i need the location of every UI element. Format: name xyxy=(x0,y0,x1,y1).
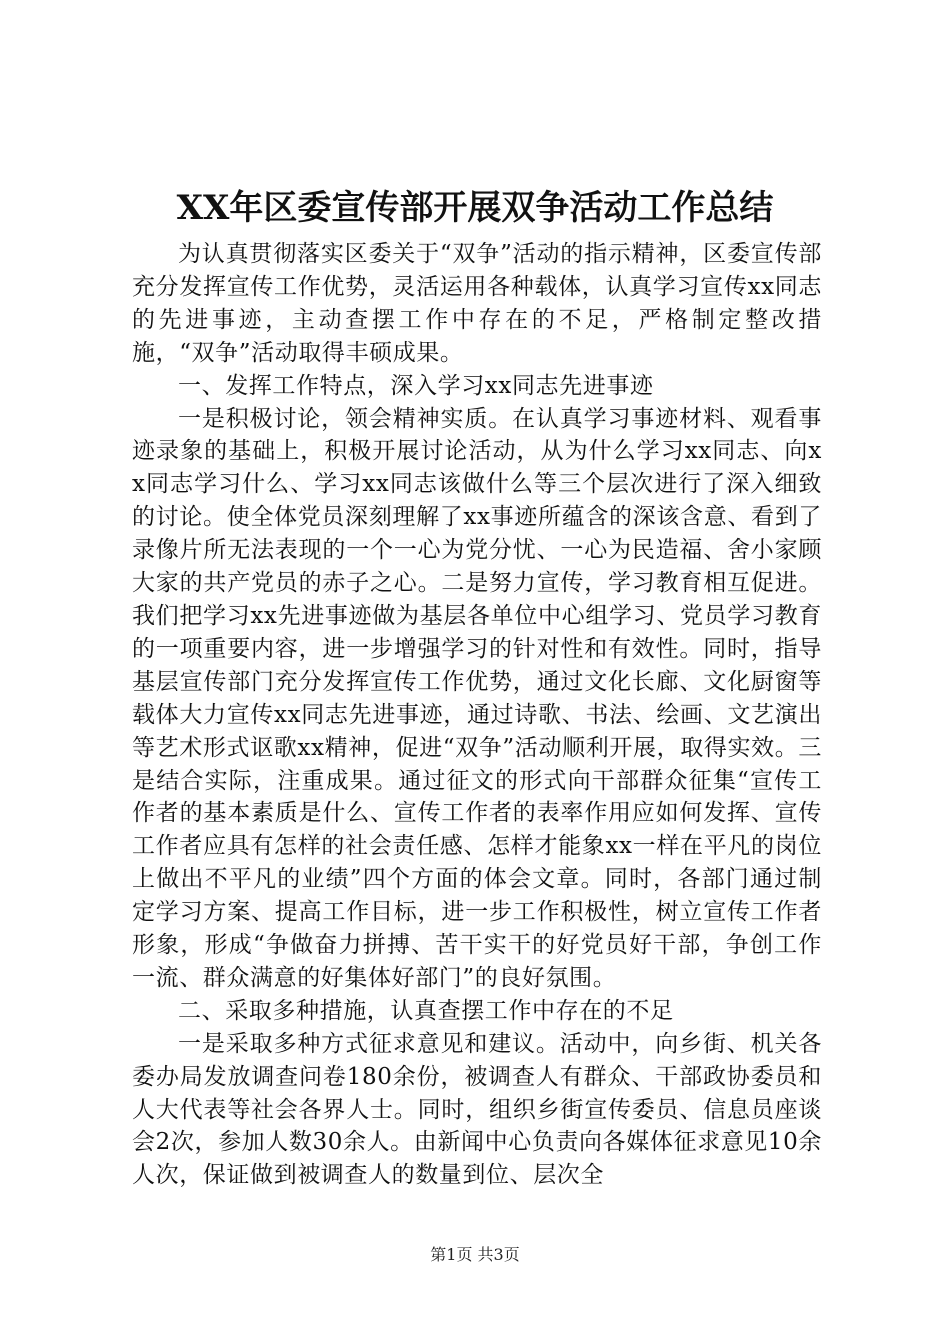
section-2-paragraph: 一是采取多种方式征求意见和建议。活动中，向乡街、机关各委办局发放调查问卷180余份，被调查人有群众、干部政协委员和人大代表等社会各界人士。同时，组织乡街宣传委员、信息员座谈会2次，参加人数30余人。由新闻中心负责向各媒体征求意见10余人次，保证做到被调查人的数量到位、层次全 xyxy=(132,1030,822,1189)
document-body xyxy=(132,238,822,1192)
document-title: XX年区委宣传部开展双争活动工作总结 xyxy=(176,188,774,228)
section-heading-1: 一、发挥工作特点，深入学习xx同志先进事迹 xyxy=(178,372,654,399)
section-heading-2: 二、采取多种措施，认真查摆工作中存在的不足 xyxy=(178,997,674,1024)
page-number-footer: 第1页 共3页 xyxy=(430,1245,520,1264)
intro-paragraph: 为认真贯彻落实区委关于“双争”活动的指示精神，区委宣传部充分发挥宣传工作优势，灵活运用各种载体，认真学习宣传xx同志的先进事迹，主动查摆工作中存在的不足，严格制定整改措施，“双争”活动取得丰硕成果。 xyxy=(132,241,822,366)
section-1-paragraph: 一是积极讨论，领会精神实质。在认真学习事迹材料、观看事迹录象的基础上，积极开展讨论活动，从为什么学习xx同志、向xx同志学习什么、学习xx同志该做什么等三个层次进行了深入细致的讨论。使全体党员深刻理解了xx事迹所蕴含的深该含意、看到了录像片所无法表现的一个一心为党分忧、一心为民造福、舍小家顾大家的共产党员的赤子之心。二是努力宣传，学习教育相互促进。我们把学习xx先进事迹做为基层各单位中心组学习、党员学习教育的一项重要内容，进一步增强学习的针对性和有效性。同时，指导基层宣传部门充分发挥宣传工作优势，通过文化长廊、文化厨窗等载体大力宣传xx同志先进事迹，通过诗歌、书法、绘画、文艺演出等艺术形式讴歌xx精神，促进“双争”活动顺利开展，取得实效。三是结合实际，注重成果。通过征文的形式向干部群众征集“宣传工作者的基本素质是什么、宣传工作者的表率作用应如何发挥、宣传工作者应具有怎样的社会责任感、怎样才能象xx一样在平凡的岗位上做出不平凡的业绩”四个方面的体会文章。同时，各部门通过制定学习方案、提高工作目标，进一步工作积极性，树立宣传工作者形象，形成“争做奋力拼搏、苦干实干的好党员好干部，争创工作一流、群众满意的好集体好部门”的良好氛围。 xyxy=(132,405,822,991)
